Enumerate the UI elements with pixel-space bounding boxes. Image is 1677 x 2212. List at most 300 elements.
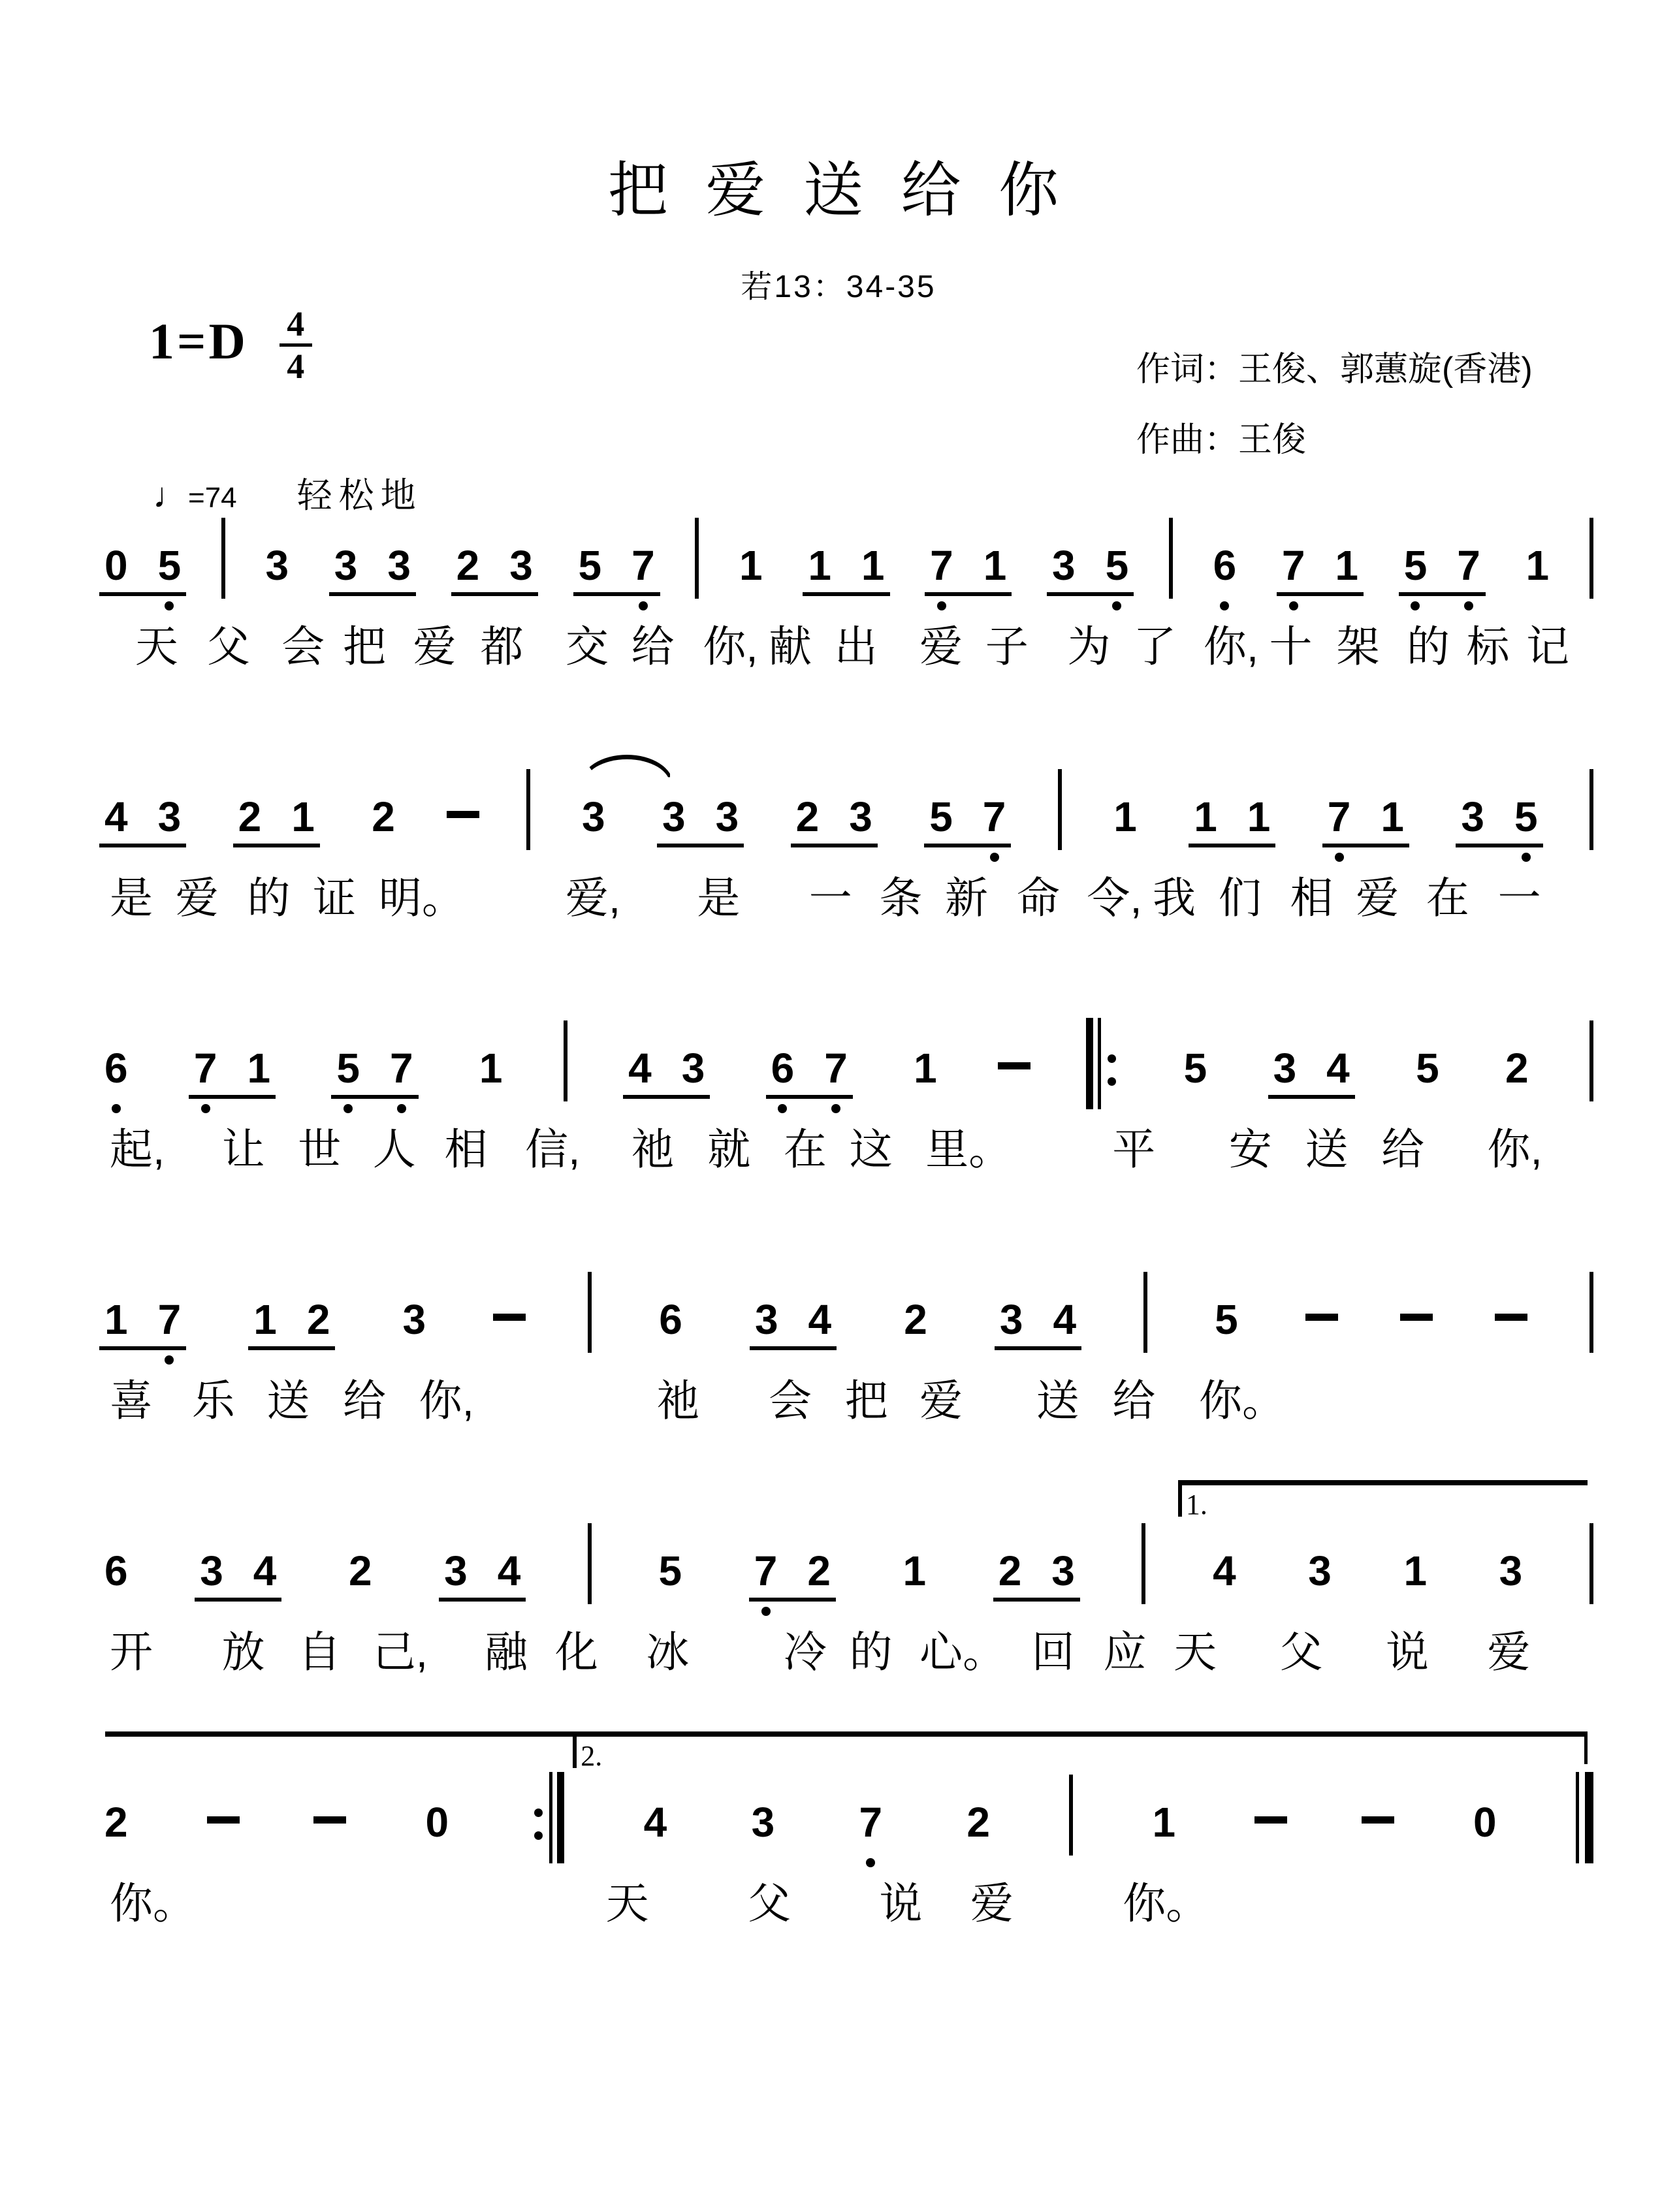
lyric-syllable: 祂 <box>631 1125 675 1173</box>
lyric-syllable: 十 <box>1269 622 1313 671</box>
digit-text: 3 <box>1461 793 1484 840</box>
note-row <box>99 1296 1593 1353</box>
note-row <box>99 1547 1593 1604</box>
note-digits <box>791 793 878 847</box>
slur-arc <box>581 755 673 785</box>
lyric-syllable: 出 <box>834 622 878 671</box>
digit-text: 6 <box>104 1547 128 1594</box>
lyric-syllable: 说 <box>1385 1628 1429 1676</box>
note-digits <box>331 1045 418 1099</box>
note-digit <box>1416 1045 1439 1092</box>
lyric-syllable: 平 <box>1112 1125 1156 1173</box>
note-digits <box>420 1799 454 1849</box>
note-digit <box>859 1799 883 1846</box>
note-group <box>398 1296 432 1346</box>
note-group <box>1399 542 1486 596</box>
note-digit <box>999 1296 1023 1343</box>
lyric-syllable: 父 <box>1279 1628 1323 1676</box>
lyric-syllable: 应 <box>1103 1628 1147 1676</box>
note-group <box>99 793 186 847</box>
lyric-syllable: 令, <box>1087 874 1142 922</box>
note-group <box>993 1547 1080 1602</box>
note-group <box>734 542 768 592</box>
note-digits <box>899 1296 933 1346</box>
lyric-syllable: 给 <box>342 1376 386 1425</box>
note-digit <box>1273 1045 1297 1092</box>
digit-text: 1 <box>808 542 831 589</box>
lyric-syllable: 都 <box>480 622 524 671</box>
digit-text: 0 <box>425 1799 449 1846</box>
lyric-syllable: 爱, <box>565 874 621 922</box>
low-octave-dot <box>343 1104 353 1113</box>
note-digit <box>929 793 953 840</box>
note-digits <box>577 793 611 844</box>
note-group <box>233 793 320 847</box>
scripture-reference: 若13：34-35 <box>741 270 936 304</box>
note-group <box>329 542 416 596</box>
note-group <box>1179 1045 1213 1095</box>
note-digit <box>1213 542 1237 589</box>
lyric-syllable: 自 <box>298 1628 342 1676</box>
volta-label: 2. <box>581 1740 603 1772</box>
note-digit <box>751 1799 775 1846</box>
lyrics-row <box>99 870 1593 928</box>
digit-text: 3 <box>265 542 289 589</box>
digit-text: 5 <box>1183 1045 1207 1092</box>
repeat-thick-bar <box>557 1772 564 1863</box>
time-signature-numerator: 4 <box>287 304 305 343</box>
lyric-syllable: 证 <box>313 874 357 922</box>
lyric-syllable: 冷 <box>783 1628 827 1676</box>
note-digit <box>628 1045 652 1092</box>
dash-extension <box>1400 1314 1433 1321</box>
note-group <box>749 1547 836 1602</box>
note-digit <box>849 793 872 840</box>
key-label: 1=D <box>149 313 248 370</box>
barline <box>1589 769 1593 850</box>
dash-extension <box>1362 1816 1394 1824</box>
note-digits <box>99 1547 133 1598</box>
note-digits <box>343 1547 377 1598</box>
low-octave-dot <box>165 601 174 610</box>
note-digit <box>1281 542 1305 589</box>
note-digits <box>1047 542 1134 596</box>
digit-text: 2 <box>104 1799 128 1846</box>
note-digits <box>99 1045 133 1095</box>
lyric-syllable: 们 <box>1218 874 1262 922</box>
lyric-syllable: 你。 <box>110 1879 197 1927</box>
digit-text: 1 <box>739 542 763 589</box>
note-digits <box>1209 1296 1243 1346</box>
digit-text: 1 <box>914 1045 937 1092</box>
note-row <box>99 793 1593 850</box>
lyric-syllable: 爱 <box>919 622 963 671</box>
note-digits <box>1303 1547 1337 1598</box>
barline <box>1589 1272 1593 1353</box>
note-digit <box>808 1296 832 1343</box>
note-digits <box>99 1296 186 1350</box>
note-digits <box>1179 1045 1213 1095</box>
low-octave-dot <box>1464 601 1473 610</box>
digit-text: 6 <box>659 1296 682 1343</box>
repeat-thin-bar <box>1098 1018 1101 1109</box>
lyric-syllable: 相 <box>444 1125 488 1173</box>
lyric-syllable: 把 <box>342 622 386 671</box>
note-digits <box>1208 542 1242 592</box>
final-thick-bar <box>1585 1772 1593 1863</box>
note-group <box>331 1045 418 1099</box>
music-line <box>99 1740 1593 1965</box>
note-group <box>1209 1296 1243 1346</box>
digit-text: 5 <box>1105 542 1129 589</box>
note-digit <box>157 793 182 840</box>
digit-text: 1 <box>1113 793 1137 840</box>
lyric-syllable: 父 <box>747 1879 791 1927</box>
digit-text: 3 <box>1499 1547 1523 1594</box>
digit-text: 3 <box>1052 542 1076 589</box>
note-digit <box>1105 542 1129 589</box>
music-line <box>99 542 1593 708</box>
digit-text: 3 <box>157 793 182 840</box>
dash-extension <box>447 811 479 818</box>
lyric-syllable: 会 <box>281 622 325 671</box>
lyric-syllable: 给 <box>631 622 675 671</box>
lyric-syllable: 世 <box>298 1125 342 1173</box>
digit-text: 1 <box>1194 793 1217 840</box>
lyric-syllable: 是 <box>110 874 153 922</box>
barline <box>1142 1523 1145 1604</box>
note-group <box>654 1296 688 1346</box>
note-digit <box>1514 793 1538 840</box>
digit-text: 6 <box>104 1045 128 1092</box>
digit-text: 3 <box>509 542 533 589</box>
note-digits <box>366 793 400 844</box>
note-digit <box>824 1045 848 1092</box>
note-digits <box>898 1547 932 1598</box>
digit-text: 7 <box>824 1045 848 1092</box>
digit-text: 2 <box>306 1296 330 1343</box>
note-digits <box>623 1045 710 1099</box>
note-digit <box>193 1045 217 1092</box>
lyric-syllable: 化 <box>554 1628 598 1676</box>
digit-text: 1 <box>247 1045 271 1092</box>
note-digits <box>261 542 295 592</box>
note-digits <box>654 1296 688 1346</box>
note-digit <box>157 1296 182 1343</box>
digit-text: 4 <box>1213 1547 1236 1594</box>
lyrics-row <box>99 1121 1593 1180</box>
note-digits <box>1411 1045 1445 1095</box>
low-octave-dot <box>990 853 999 862</box>
note-digits <box>854 1799 887 1849</box>
digit-text: 7 <box>157 1296 182 1343</box>
digit-text: 3 <box>1051 1547 1075 1594</box>
bpm-label: =74 <box>188 482 237 514</box>
note-digit <box>336 1045 360 1092</box>
digit-text: 5 <box>658 1547 682 1594</box>
note-digits <box>1500 1045 1534 1095</box>
note-group <box>1411 1045 1445 1095</box>
digit-text: 7 <box>859 1799 883 1846</box>
note-group <box>1268 1045 1355 1099</box>
low-octave-dot <box>778 1104 787 1113</box>
barline <box>526 769 530 850</box>
digit-text: 5 <box>336 1045 360 1092</box>
lyric-syllable: 记 <box>1526 622 1570 671</box>
note-digit <box>104 542 128 589</box>
note-group <box>451 542 538 596</box>
note-digit <box>348 1547 372 1594</box>
digit-text: 2 <box>456 542 480 589</box>
music-line <box>99 1489 1593 1714</box>
dash-extension <box>313 1816 346 1824</box>
note-digits <box>451 542 538 596</box>
digit-text: 2 <box>904 1296 927 1343</box>
note-digits <box>1456 793 1542 847</box>
dash-extension <box>493 1314 526 1321</box>
note-digits <box>1494 1547 1528 1598</box>
lyric-syllable: 让 <box>221 1125 265 1173</box>
lyric-syllable: 爱 <box>413 622 456 671</box>
lyric-syllable: 安 <box>1228 1125 1272 1173</box>
digit-text: 7 <box>930 542 953 589</box>
digit-text: 2 <box>238 793 262 840</box>
lyric-syllable: 己, <box>372 1628 428 1676</box>
note-digits <box>746 1799 780 1849</box>
note-digit <box>998 1547 1022 1594</box>
digit-text: 4 <box>643 1799 667 1846</box>
note-digits <box>1108 793 1142 844</box>
note-digit <box>902 1547 927 1594</box>
note-digits <box>1521 542 1555 592</box>
lyric-syllable: 爱 <box>919 1376 963 1425</box>
lyric-syllable: 天 <box>135 622 178 671</box>
lyric-syllable: 回 <box>1031 1628 1075 1676</box>
digit-text: 3 <box>681 1045 705 1092</box>
digit-text: 7 <box>982 793 1006 840</box>
note-digit <box>914 1045 937 1092</box>
digit-text: 6 <box>1213 542 1237 589</box>
note-digits <box>1147 1799 1181 1849</box>
lyric-syllable: 你。 <box>1198 1376 1285 1425</box>
note-digit <box>1381 793 1404 840</box>
note-digit <box>795 793 820 840</box>
lyric-syllable: 为 <box>1067 622 1111 671</box>
digit-text: 4 <box>808 1296 832 1343</box>
digit-text: 0 <box>1473 1799 1497 1846</box>
barline <box>588 1272 592 1353</box>
lyric-syllable: 冰 <box>646 1628 690 1676</box>
note-digits <box>1398 1547 1432 1598</box>
digit-text: 2 <box>998 1547 1022 1594</box>
digit-text: 3 <box>662 793 686 840</box>
note-group <box>439 1547 526 1602</box>
dash-extension <box>1495 1314 1527 1321</box>
lyric-syllable: 说 <box>879 1879 923 1927</box>
note-digit <box>390 1045 413 1092</box>
lyric-syllable: 爱 <box>970 1879 1014 1927</box>
volta-bracket-2 <box>573 1731 1588 1772</box>
note-group <box>366 793 400 844</box>
barline <box>1058 769 1062 850</box>
note-group <box>1398 1547 1432 1598</box>
digit-text: 3 <box>999 1296 1023 1343</box>
lyric-syllable: 天 <box>1174 1628 1217 1676</box>
lyric-syllable: 会 <box>769 1376 812 1425</box>
lyric-syllable: 我 <box>1153 874 1196 922</box>
digit-text: 4 <box>628 1045 652 1092</box>
note-group <box>1303 1547 1337 1598</box>
digit-text: 3 <box>444 1547 468 1594</box>
lyric-syllable: 爱 <box>175 874 219 922</box>
low-octave-dot <box>1112 601 1121 610</box>
note-group <box>908 1045 942 1095</box>
note-digits <box>189 1045 276 1099</box>
note-digit <box>387 542 411 589</box>
barline <box>1143 1272 1147 1353</box>
note-digits <box>639 1799 673 1849</box>
digit-text: 7 <box>1457 542 1480 589</box>
note-digit <box>904 1296 927 1343</box>
note-digit <box>104 1045 128 1092</box>
note-digits <box>474 1045 508 1095</box>
note-digit <box>658 1547 682 1594</box>
volta-bracket-continuation <box>105 1731 573 1772</box>
digit-text: 4 <box>253 1547 277 1594</box>
lyric-syllable: 送 <box>1305 1125 1349 1173</box>
digit-text: 3 <box>402 1296 426 1343</box>
repeat-thin-bar <box>549 1772 552 1863</box>
note-digits <box>908 1045 942 1095</box>
digit-text: 3 <box>334 542 358 589</box>
note-group <box>750 1296 837 1350</box>
note-row <box>99 1799 1593 1863</box>
note-digit <box>1052 542 1076 589</box>
digit-text: 2 <box>807 1547 831 1594</box>
note-digit <box>1457 542 1480 589</box>
lyric-syllable: 了 <box>1133 622 1177 671</box>
note-digit <box>238 793 262 840</box>
note-digit <box>643 1799 667 1846</box>
lyric-syllable: 开 <box>110 1628 153 1676</box>
note-digit <box>681 1045 705 1092</box>
note-digits <box>1399 542 1486 596</box>
note-digit <box>966 1799 990 1846</box>
repeat-dots <box>534 1809 543 1840</box>
note-digit <box>1461 793 1484 840</box>
note-digit <box>104 793 128 840</box>
note-digit <box>631 542 655 589</box>
lyricist-credit: 作词：王俊、郭蕙旋(香港) <box>1136 351 1533 388</box>
note-digit <box>247 1045 271 1092</box>
lyrics-row <box>99 1372 1593 1431</box>
repeat-dot <box>1108 1054 1116 1063</box>
note-group <box>654 1547 688 1598</box>
digit-text: 1 <box>1381 793 1404 840</box>
note-digit <box>104 1547 128 1594</box>
lyric-syllable: 爱 <box>1356 874 1399 922</box>
lyric-syllable: 你, <box>1487 1125 1542 1173</box>
note-group <box>791 793 878 847</box>
repeat-start-barline <box>1086 1018 1123 1109</box>
composer-credit: 作曲：王俊 <box>1136 421 1307 459</box>
lyric-syllable: 标 <box>1466 622 1510 671</box>
dash-extension <box>998 1062 1030 1069</box>
note-digits <box>995 1296 1081 1350</box>
lyric-syllable: 爱 <box>1487 1628 1531 1676</box>
note-digits <box>248 1296 335 1350</box>
digit-text: 3 <box>751 1799 775 1846</box>
lyric-syllable: 架 <box>1336 622 1380 671</box>
note-digit <box>372 793 395 840</box>
lyric-syllable: 你, <box>1203 622 1259 671</box>
note-digit <box>253 1547 277 1594</box>
barline <box>1589 1020 1593 1101</box>
lyric-syllable: 送 <box>266 1376 310 1425</box>
note-group <box>343 1547 377 1598</box>
note-digits <box>961 1799 995 1849</box>
low-octave-dot <box>1335 853 1344 862</box>
lyric-syllable: 就 <box>707 1125 751 1173</box>
digit-text: 1 <box>861 542 885 589</box>
note-digits <box>993 1547 1080 1602</box>
note-group <box>1108 793 1142 844</box>
lyric-syllable: 相 <box>1290 874 1334 922</box>
barline <box>1589 1523 1593 1604</box>
note-digits <box>99 1799 133 1849</box>
note-digits <box>439 1547 526 1602</box>
music-line <box>99 1296 1593 1462</box>
note-digits <box>233 793 320 847</box>
digit-text: 1 <box>1403 1547 1428 1594</box>
note-digits <box>657 793 744 847</box>
note-digit <box>754 1547 778 1594</box>
music-line <box>99 1045 1593 1211</box>
lyric-syllable: 心。 <box>919 1628 1006 1676</box>
lyric-syllable: 把 <box>844 1376 888 1425</box>
note-digits <box>1277 542 1364 596</box>
dash-extension <box>1254 1816 1287 1824</box>
note-digit <box>104 1296 128 1343</box>
note-digits <box>329 542 416 596</box>
lyric-syllable: 命 <box>1016 874 1060 922</box>
note-group <box>995 1296 1081 1350</box>
repeat-dot <box>534 1831 543 1840</box>
digit-text: 7 <box>754 1547 778 1594</box>
note-digit <box>1194 793 1217 840</box>
note-group <box>99 1296 186 1350</box>
lyric-syllable: 明。 <box>378 874 465 922</box>
lyrics-row <box>99 1875 1593 1934</box>
digit-text: 4 <box>497 1547 521 1594</box>
note-digits <box>195 1547 281 1602</box>
note-digit <box>715 793 739 840</box>
note-group <box>1189 793 1275 847</box>
digit-text: 2 <box>966 1799 990 1846</box>
expression-label: 轻松地 <box>296 476 423 515</box>
note-digits <box>99 793 186 847</box>
note-digit <box>1051 1547 1075 1594</box>
lyric-syllable: 你, <box>419 1376 474 1425</box>
digit-text: 5 <box>1416 1045 1439 1092</box>
digit-text: 1 <box>253 1296 277 1343</box>
credits <box>1136 334 1533 475</box>
lyric-syllable: 你, <box>703 622 758 671</box>
digit-text: 1 <box>1152 1799 1176 1846</box>
key-signature <box>149 306 312 385</box>
note-group <box>1207 1547 1241 1598</box>
digit-text: 1 <box>479 1045 503 1092</box>
